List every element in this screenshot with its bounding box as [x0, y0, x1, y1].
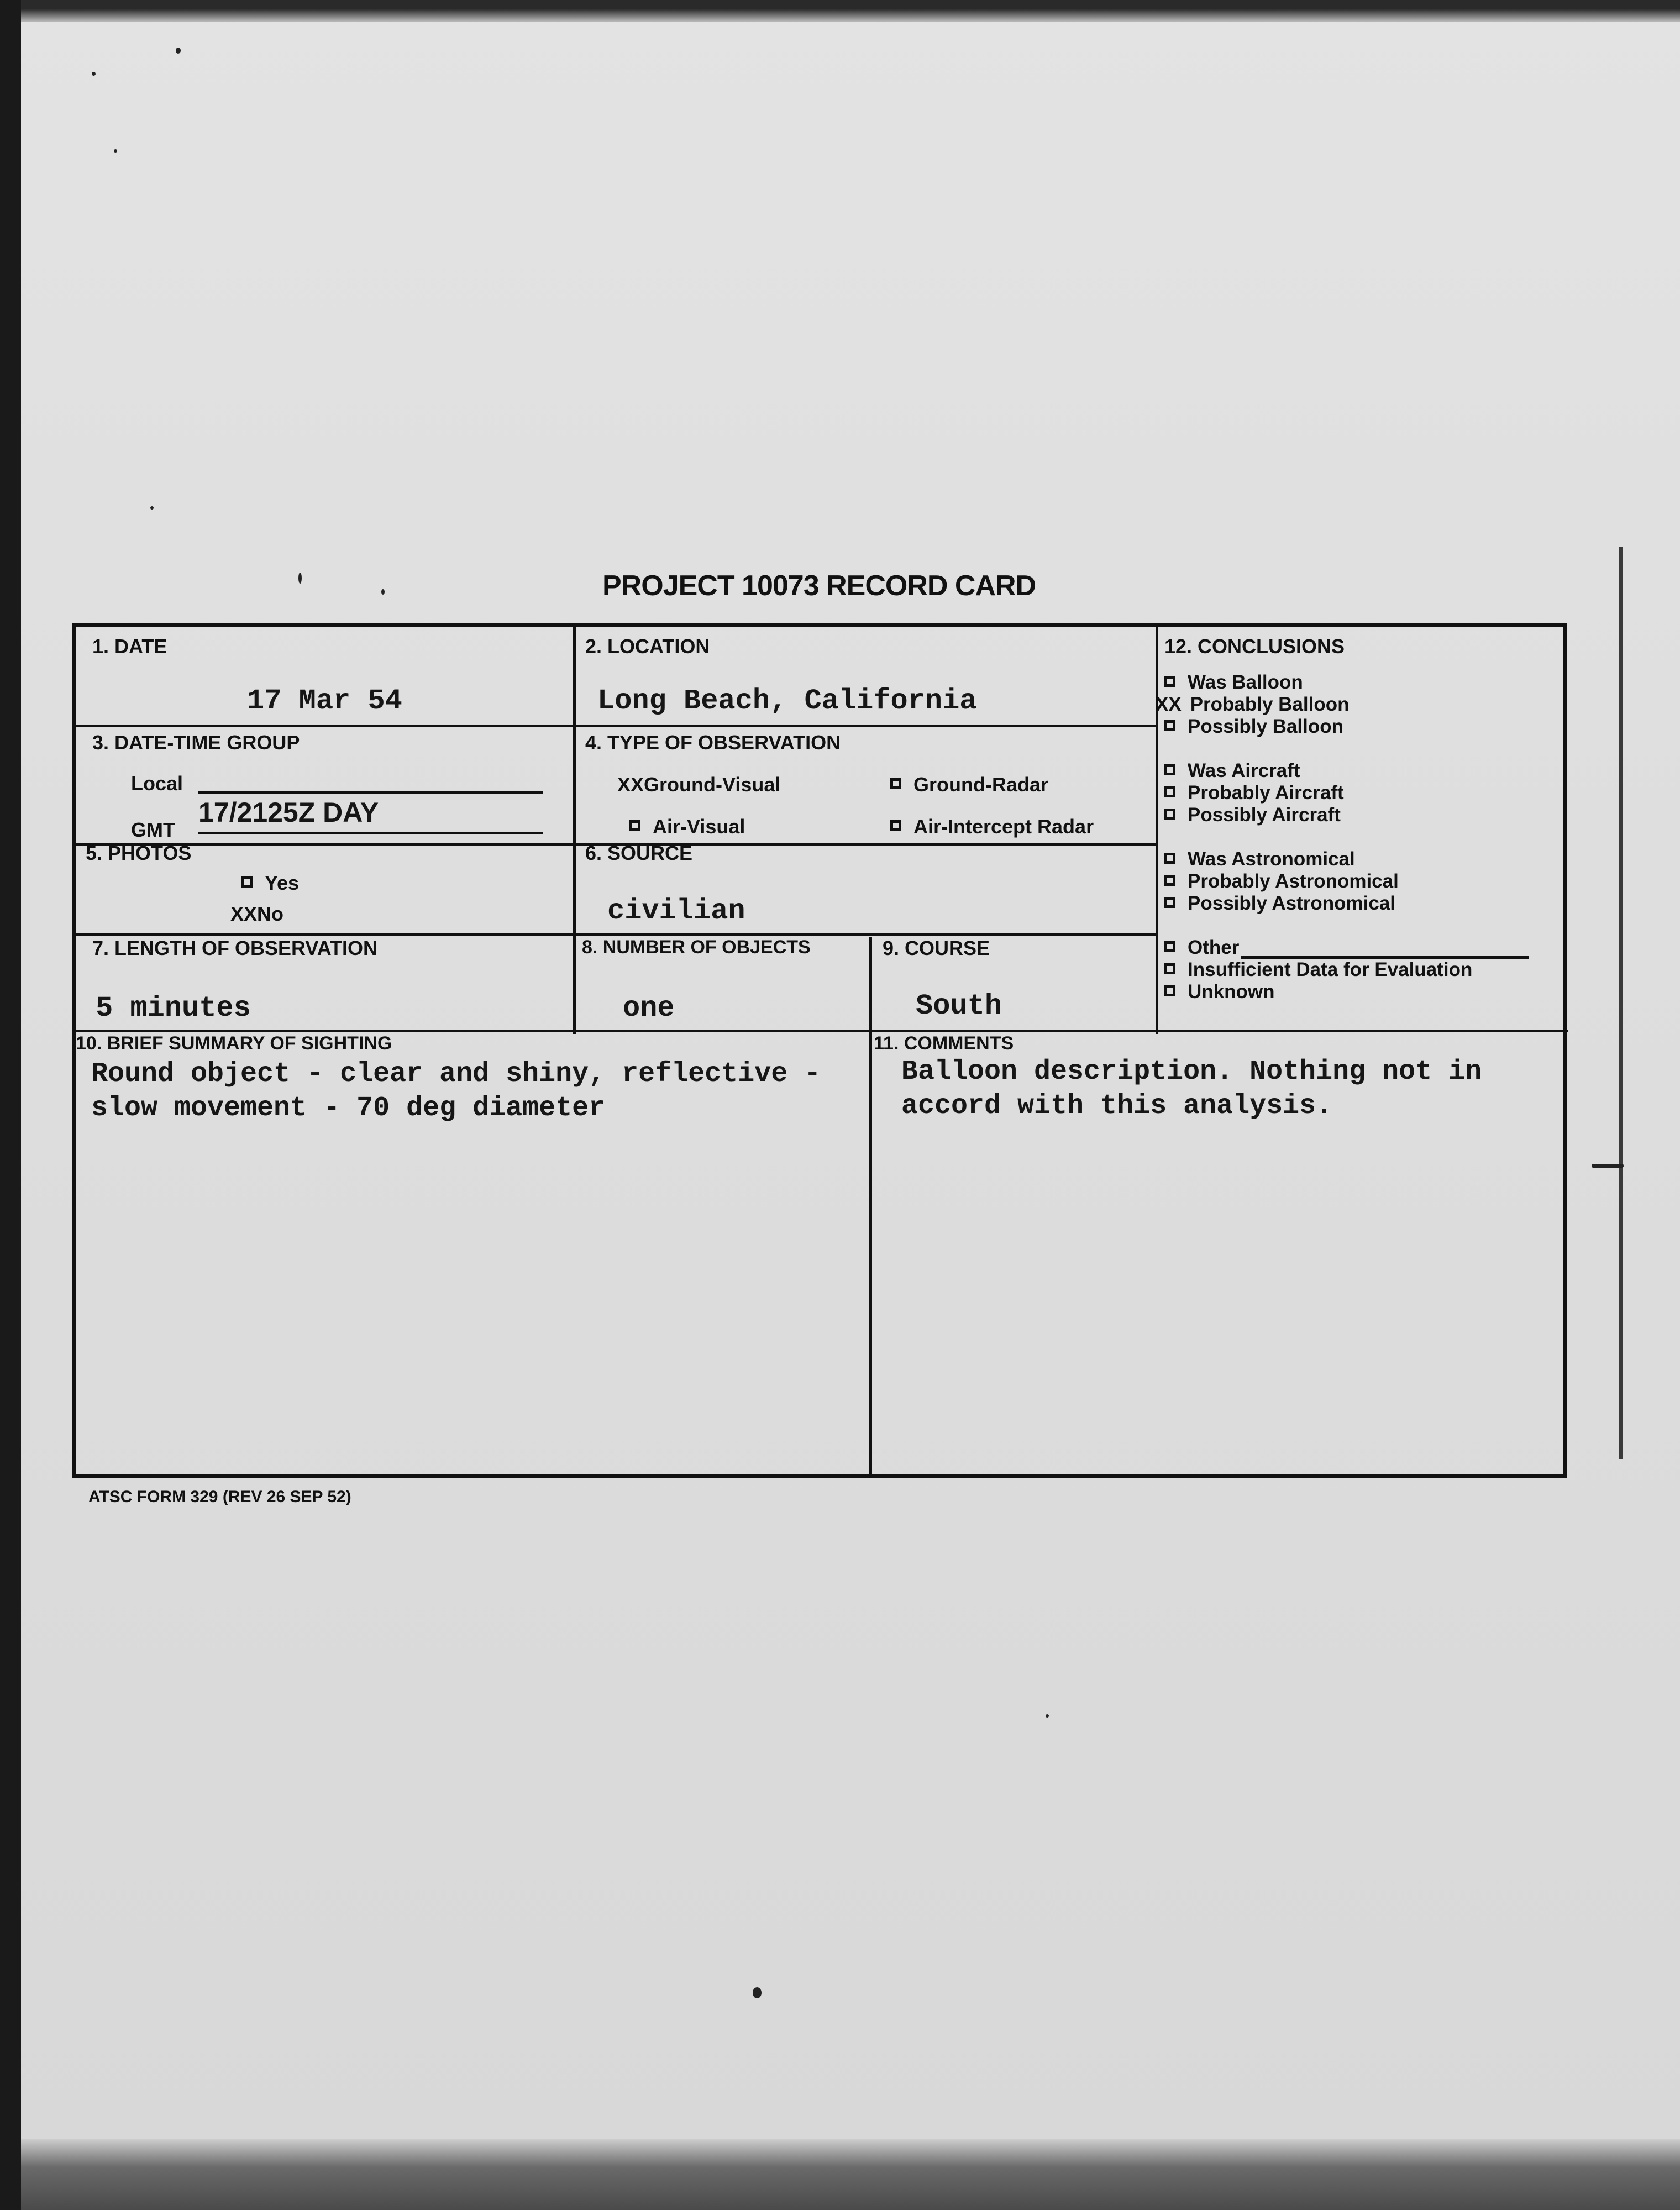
conclusion-label: Possibly Astronomical: [1188, 893, 1396, 914]
date-label: 1. DATE: [92, 635, 167, 658]
source-label: 6. SOURCE: [585, 842, 693, 864]
air-visual-label: Air-Visual: [653, 815, 746, 838]
dust-speck: [176, 48, 181, 54]
divider: [76, 1030, 1568, 1032]
conclusion-option: [1164, 981, 1274, 1003]
checkbox-icon: [890, 778, 901, 789]
photos-label: 5. PHOTOS: [86, 842, 192, 864]
dust-speck: [1046, 1714, 1049, 1718]
conclusions-label: 12. CONCLUSIONS: [1164, 635, 1345, 658]
divider: [869, 937, 872, 1478]
length-value: 5 minutes: [96, 992, 251, 1025]
form-number: ATSC FORM 329 (REV 26 SEP 52): [88, 1488, 351, 1506]
location-label: 2. LOCATION: [585, 635, 710, 658]
photos-yes-option: [242, 872, 299, 895]
length-label: 7. LENGTH OF OBSERVATION: [92, 937, 378, 959]
scan-right-margin-line: [1619, 547, 1623, 1459]
gmt-label: GMT: [131, 818, 175, 841]
air-visual-option: [629, 815, 745, 838]
course-label: 9. COURSE: [883, 937, 990, 959]
conclusion-option: [1164, 760, 1300, 782]
air-intercept-radar-option: [890, 815, 1094, 838]
course-value: South: [916, 990, 1002, 1022]
scan-top-edge: [21, 0, 1680, 22]
ground-visual-label: Ground-Visual: [644, 773, 781, 796]
conclusion-label: Possibly Balloon: [1188, 716, 1343, 737]
location-value: Long Beach, California: [597, 685, 977, 717]
conclusion-option: [1164, 870, 1399, 893]
photos-no-label: No: [257, 902, 284, 925]
conclusion-option: [1164, 716, 1343, 738]
conclusion-label: Other: [1188, 937, 1240, 958]
gmt-value: 17/2125Z DAY: [198, 797, 379, 828]
conclusion-option: [1164, 959, 1472, 981]
conclusion-option: [1164, 848, 1355, 870]
number-value: one: [623, 992, 675, 1025]
conclusions-list: [1156, 671, 1568, 1025]
conclusion-label: Was Balloon: [1188, 671, 1303, 693]
conclusion-label: Unknown: [1188, 981, 1275, 1002]
ground-radar-label: Ground-Radar: [914, 773, 1049, 796]
dust-speck: [114, 149, 117, 153]
scan-left-edge: [0, 0, 21, 2210]
checkbox-icon: [1164, 720, 1175, 731]
conclusion-option: [1164, 937, 1529, 959]
conclusion-label: Probably Astronomical: [1188, 870, 1399, 892]
checkbox-icon: [1164, 853, 1175, 864]
divider: [76, 933, 1156, 936]
conclusion-label: Probably Balloon: [1190, 694, 1350, 715]
dust-speck: [150, 506, 154, 510]
air-intercept-radar-label: Air-Intercept Radar: [914, 815, 1094, 838]
comments-line-2: accord with this analysis.: [901, 1090, 1333, 1122]
conclusion-label: Was Astronomical: [1188, 848, 1355, 870]
dust-speck: [753, 1987, 762, 1998]
comments-label: 11. COMMENTS: [874, 1033, 1014, 1054]
conclusion-option: [1164, 671, 1303, 694]
local-line: [198, 791, 543, 794]
conclusion-label: Was Aircraft: [1188, 760, 1300, 781]
dust-speck: [1592, 1164, 1624, 1168]
dust-speck: [92, 72, 96, 76]
dust-speck: [298, 573, 302, 584]
divider: [573, 627, 576, 1034]
conclusion-option: [1164, 893, 1395, 915]
dust-speck: [381, 589, 385, 595]
checkbox-icon: [890, 820, 901, 831]
checkbox-icon: [242, 876, 253, 888]
check-mark: XX: [230, 902, 258, 925]
conclusion-option: [1164, 804, 1341, 826]
checkbox-icon: [1164, 963, 1175, 974]
checkbox-icon: [629, 820, 641, 831]
checkbox-icon: [1164, 897, 1175, 908]
scan-bottom-edge: [21, 2139, 1680, 2210]
checkbox-icon: [1164, 985, 1175, 996]
conclusion-option: [1156, 694, 1350, 716]
source-value: civilian: [607, 895, 746, 927]
checkbox-icon: [1164, 941, 1175, 952]
conclusion-label: Insufficient Data for Evaluation: [1188, 959, 1473, 980]
number-label: 8. NUMBER OF OBJECTS: [582, 937, 811, 958]
checkbox-icon: [1164, 809, 1175, 820]
photos-yes-label: Yes: [265, 872, 300, 894]
summary-line-1: Round object - clear and shiny, reflective -: [91, 1058, 821, 1090]
checkbox-icon: [1164, 786, 1175, 797]
card-title: PROJECT 10073 RECORD CARD: [602, 570, 1036, 602]
ground-visual-option: [617, 773, 780, 796]
check-mark: XX: [1156, 694, 1182, 715]
record-card: [72, 623, 1567, 1478]
date-value: 17 Mar 54: [247, 685, 402, 717]
ground-radar-option: [890, 773, 1048, 796]
local-label: Local: [131, 772, 183, 795]
checkbox-icon: [1164, 764, 1175, 775]
observation-type-label: 4. TYPE OF OBSERVATION: [585, 731, 841, 754]
conclusion-option: [1164, 782, 1344, 804]
conclusion-label: Probably Aircraft: [1188, 782, 1344, 804]
divider: [76, 725, 1156, 727]
summary-label: 10. BRIEF SUMMARY OF SIGHTING: [76, 1033, 392, 1054]
conclusion-label: Possibly Aircraft: [1188, 804, 1341, 826]
photos-no-option: [230, 902, 284, 926]
divider: [1156, 627, 1158, 1034]
date-time-group-label: 3. DATE-TIME GROUP: [92, 731, 300, 754]
summary-line-2: slow movement - 70 deg diameter: [91, 1093, 606, 1124]
checkbox-icon: [1164, 676, 1175, 687]
check-mark: XX: [617, 773, 644, 796]
comments-line-1: Balloon description. Nothing not in: [901, 1056, 1482, 1088]
checkbox-icon: [1164, 875, 1175, 886]
gmt-line: [198, 832, 543, 834]
